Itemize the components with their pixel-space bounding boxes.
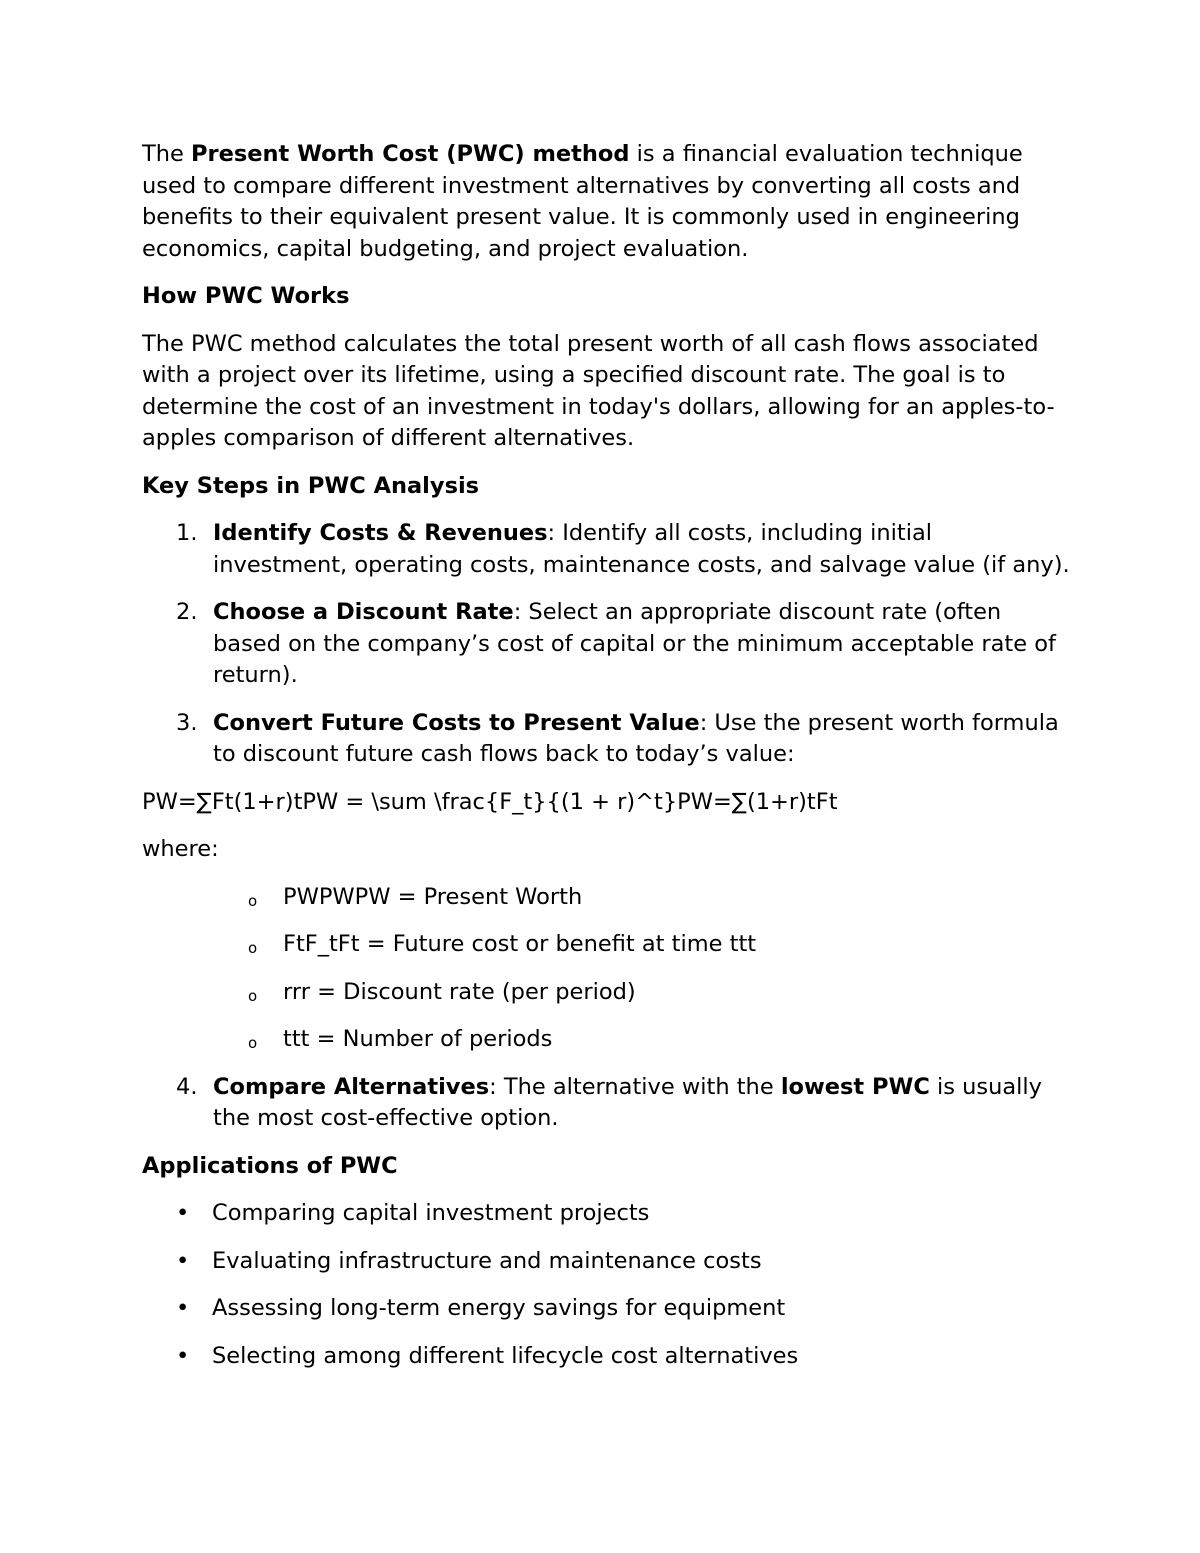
step-item-2 <box>142 597 1072 692</box>
step-title: Convert Future Costs to Present Value <box>213 709 700 736</box>
variable-item <box>142 882 1072 914</box>
document-page <box>142 139 1072 1388</box>
how-pwc-works-paragraph: The PWC method calculates the total present worth of all cash flows associated with a project over its lifetime, using a specified discount rate. The goal is to determine the cost of an investment in today's dollars, allowing for an apples-to-apples comparison of different alternatives. <box>142 330 1055 451</box>
step-number: 2. <box>176 599 198 625</box>
step-text: : Identify all costs, including initial investment, operating costs, maintenance costs, and salvage value (if any). <box>213 520 1070 578</box>
variable-item <box>142 929 1072 961</box>
list-item <box>142 1293 1072 1325</box>
bullet-icon: • <box>176 1200 190 1226</box>
step-title: Compare Alternatives <box>213 1073 490 1100</box>
step-item-4 <box>142 1072 1072 1135</box>
intro-text-2: is a financial evaluation technique used to compare different investment alternatives by converting all costs and benefits to their equivalent present value. It is commonly used in engineering economics, capital budgeting, and project evaluation. <box>142 141 1023 262</box>
intro-paragraph <box>142 139 1072 265</box>
where-label: where: <box>142 836 219 862</box>
list-item <box>142 1198 1072 1230</box>
circle-bullet-icon: o <box>248 939 258 957</box>
step-number: 1. <box>176 520 198 546</box>
list-item <box>142 1246 1072 1278</box>
intro-text-1: The <box>142 141 191 167</box>
intro-bold-term: Present Worth Cost (PWC) method <box>191 141 630 167</box>
variable-text: PWPWPW = Present Worth <box>283 883 583 910</box>
variable-list <box>142 882 1072 1056</box>
bullet-icon: • <box>176 1295 190 1321</box>
variable-text: rrr = Discount rate (per period) <box>283 978 636 1005</box>
step-number: 4. <box>176 1073 198 1100</box>
step-title: Identify Costs & Revenues <box>213 520 548 546</box>
bullet-icon: • <box>176 1342 190 1369</box>
bullet-icon: • <box>176 1247 190 1274</box>
step-text: : The alternative with the <box>489 1073 781 1100</box>
step-title: Choose a Discount Rate <box>213 599 514 625</box>
step-item-3 <box>142 708 1072 771</box>
circle-bullet-icon: o <box>248 986 258 1005</box>
how-pwc-works-heading: How PWC Works <box>142 283 350 309</box>
circle-bullet-icon: o <box>248 1034 258 1052</box>
step-text-end: is usually the most cost-effective option. <box>213 1073 1042 1131</box>
list-item-text: Assessing long-term energy savings for equipment <box>212 1295 786 1321</box>
variable-item <box>142 1024 1072 1056</box>
step-text: : Select an appropriate discount rate (often based on the company’s cost of capital or the minimum acceptable rate of return). <box>213 599 1056 688</box>
step-number: 3. <box>176 709 198 736</box>
list-item-text: Comparing capital investment projects <box>212 1200 650 1226</box>
key-steps-heading: Key Steps in PWC Analysis <box>142 472 480 499</box>
list-item <box>142 1341 1072 1373</box>
list-item-text: Evaluating infrastructure and maintenance costs <box>212 1247 762 1274</box>
step-emphasis: lowest PWC <box>780 1073 930 1100</box>
present-worth-formula: PW=∑Ft(1+r)tPW = \sum \frac{F_t}{(1 + r)^t}PW=∑(1+r)tFt <box>142 788 838 815</box>
list-item-text: Selecting among different lifecycle cost alternatives <box>212 1342 799 1369</box>
variable-text: ttt = Number of periods <box>283 1026 553 1052</box>
step-text: : Use the present worth formula to discount future cash flows back to today’s value: <box>213 709 1059 767</box>
applications-heading: Applications of PWC <box>142 1152 398 1179</box>
step-item-1 <box>142 518 1072 581</box>
circle-bullet-icon: o <box>248 891 258 910</box>
variable-text: FtF_tFt = Future cost or benefit at time ttt <box>283 931 757 957</box>
variable-item <box>142 977 1072 1009</box>
applications-list <box>142 1198 1072 1372</box>
